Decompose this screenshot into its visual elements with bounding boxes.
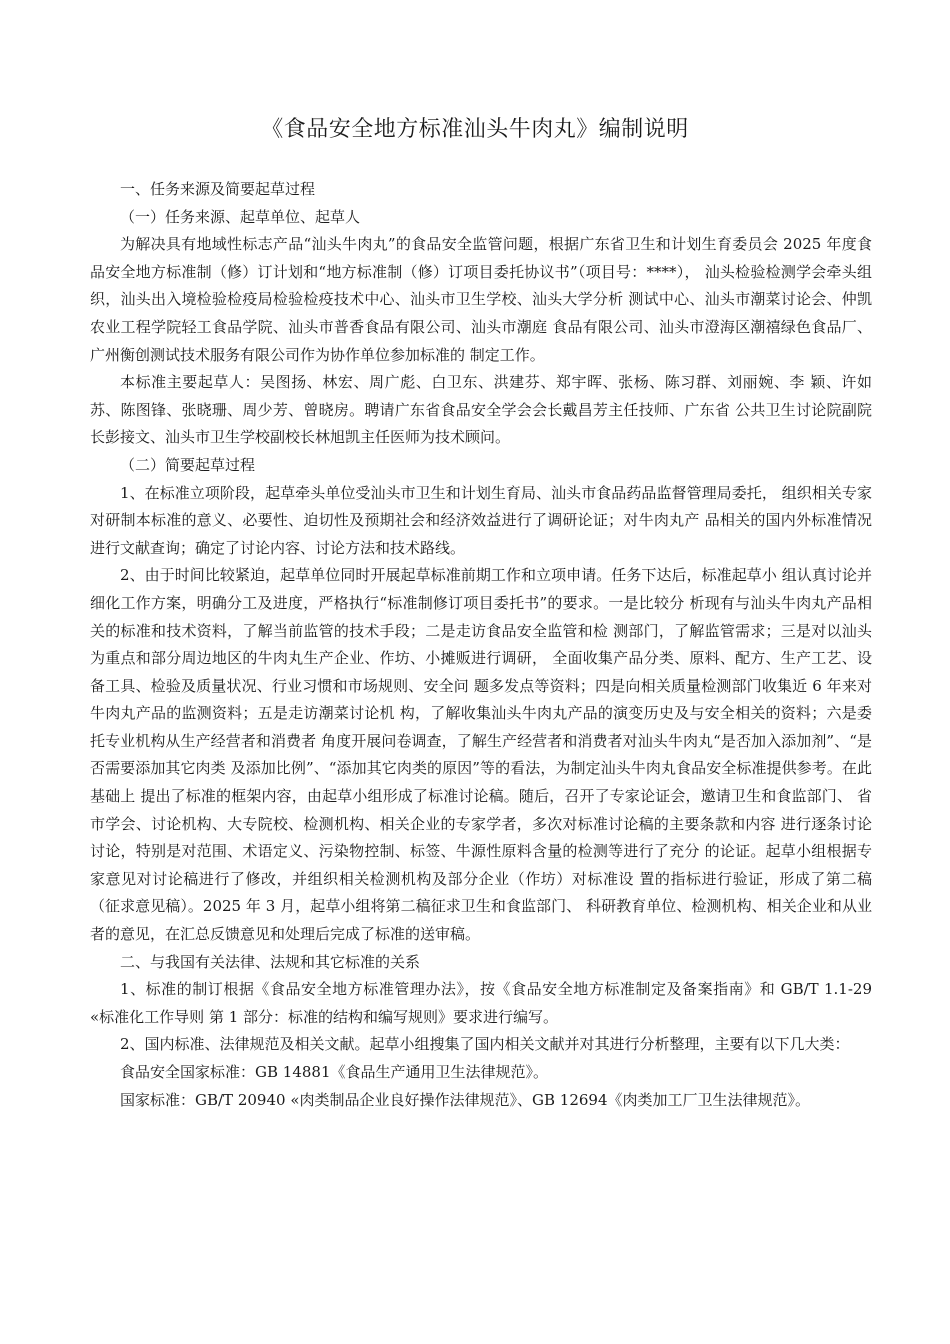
section-heading-1: 一、任务来源及简要起草过程 xyxy=(120,180,316,198)
document-body xyxy=(90,176,872,1114)
subsection-heading-1: （一）任务来源、起草单位、起草人 xyxy=(120,207,361,226)
paragraph-process-2: 2、由于时间比较紧迫，起草单位同时开展起草标准前期工作和立项申请。任务下达后，标准起草小 组认真讨论并细化工作方案，明确分工及进度，严格执行“标准制修订项目委托书”的要求。一是比较分 析现有与汕头牛肉丸产品相关的标准和技术资料，了解当前监管的技术手段；二是走访食品安全监管和检 测部门，了解监管需求；三是对以汕头为重点和部分周边地区的牛肉丸生产企业、作坊、小摊贩进行调研， 全面收集产品分类、原料、配方、生产工艺、设备工具、检验及质量状况、行业习惯和市场规则、安全问 题多发点等资料；四是向相关质量检测部门收集近 6 年来对牛肉丸产品的监测资料；五是走访潮菜讨论机 构，了解收集汕头牛肉丸产品的演变历史及与安全相关的资料；六是委托专业机构从生产经营者和消费者 角度开展问卷调查，了解生产经营者和消费者对汕头牛肉丸“是否加入添加剂”、“是否需要添加其它肉类 及添加比例”、“添加其它肉类的原因”等的看法，为制定汕头牛肉丸食品安全标准提供参考。在此基础上 提出了标准的框架内容，由起草小组形成了标准讨论稿。随后，召开了专家论证会，邀请卫生和食监部门、 省市学会、讨论机构、大专院校、检测机构、相关企业的专家学者，多次对标准讨论稿的主要条款和内容 进行逐条讨论讨论，特别是对范围、术语定义、污染物控制、标签、牛源性原料含量的检测等进行了充分 的论证。起草小组根据专家意见对讨论稿进行了修改，并组织相关检测机构及部分企业（作坊）对标准设 置的指标进行验证，形成了第二稿（征求意见稿）。2025 年 3 月，起草小组将第二稿征求卫生和食监部门、 科研教育单位、检测机构、相关企业和从业者的意见，在汇总反馈意见和处理后完成了标准的送审稿。 xyxy=(90,566,872,944)
paragraph-relation-1: 1、标准的制订根据《食品安全地方标准管理办法》，按《食品安全地方标准制定及备案指南》和 GB/T 1.1-29 «标准化工作导则 第 1 部分：标准的结构和编写规则》要求进行编写。 xyxy=(90,980,872,1026)
paragraph-national-standard: 国家标准：GB/T 20940 «肉类制品企业良好操作法律规范》、GB 12694《肉类加工厂卫生法律规范》。 xyxy=(120,1090,810,1109)
section-heading-2: 二、与我国有关法律、法规和其它标准的关系 xyxy=(120,952,421,971)
paragraph-task-source: 为解决具有地域性标志产品“汕头牛肉丸”的食品安全监管问题，根据广东省卫生和计划生育委员会 2025 年度食品安全地方标准制（修）订计划和“地方标准制（修）订项目委托协议书”（项目号：****）， 汕头检验检测学会牵头组织，汕头出入境检验检疫局检验检疫技术中心、汕头市卫生学校、汕头大学分析 测试中心、汕头市潮菜讨论会、仲凯农业工程学院轻工食品学院、汕头市普香食品有限公司、汕头市潮庭 食品有限公司、汕头市澄海区潮禧绿色食品厂、广州衡创测试技术服务有限公司作为协作单位参加标准的 制定工作。 xyxy=(90,235,872,364)
subsection-heading-2: （二）简要起草过程 xyxy=(120,455,256,474)
document-title: 《食品安全地方标准汕头牛肉丸》编制说明 xyxy=(261,117,689,142)
paragraph-drafters: 本标准主要起草人：吴图扬、林宏、周广彪、白卫东、洪建芬、郑宇晖、张杨、陈习群、刘丽婉、李 颖、许如苏、陈图锋、张晓珊、周少芳、曾晓房。聘请广东省食品安全学会会长戴昌芳主任技师、广东省 公共卫生讨论院副院长彭接文、汕头市卫生学校副校长林旭凯主任医师为技术顾问。 xyxy=(90,373,872,447)
paragraph-national-food-standard: 食品安全国家标准：GB 14881《食品生产通用卫生法律规范》。 xyxy=(120,1063,548,1081)
paragraph-process-1: 1、在标准立项阶段，起草牵头单位受汕头市卫生和计划生育局、汕头市食品药品监督管理局委托， 组织相关专家对研制本标准的意义、必要性、迫切性及预期社会和经济效益进行了调研论证；对牛肉丸产 品相关的国内外标准情况进行文献查询；确定了讨论内容、讨论方法和技术路线。 xyxy=(90,483,872,557)
paragraph-relation-2: 2、国内标准、法律规范及相关文献。起草小组搜集了国内相关文献并对其进行分析整理，主要有以下几大类： xyxy=(120,1035,850,1054)
